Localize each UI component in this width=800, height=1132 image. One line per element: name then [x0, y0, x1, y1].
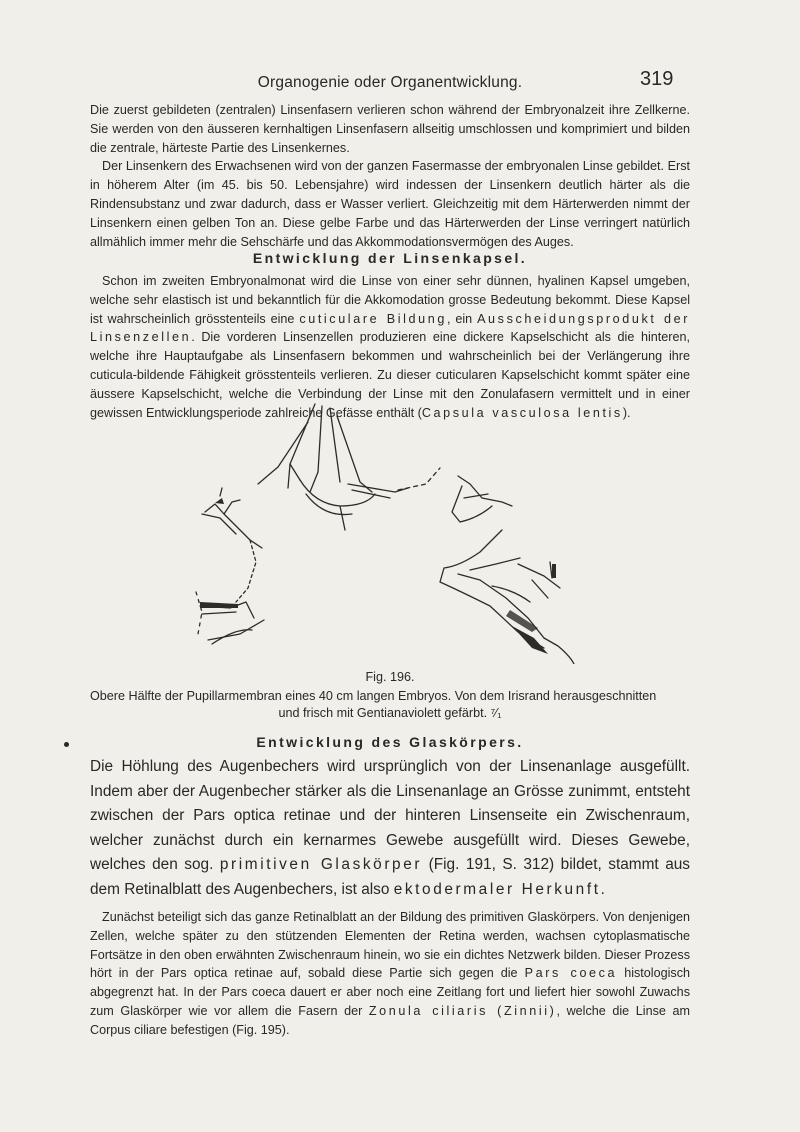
text-run: histologisch abgegrenzt hat. In der Pars coeca dauert er aber noch eine Zeitlang fort und liefert hier sowohl Zuwachs zum Glaskörper wie vor allem die Fasern der	[90, 966, 691, 1018]
section-title-linsenkapsel: Entwicklung der Linsenkapsel.	[252, 250, 528, 266]
magnification-label: ⁷⁄₁	[490, 706, 502, 720]
vitreous-large-paragraph	[90, 755, 690, 902]
page-number: 319	[640, 68, 674, 90]
text-run: ).	[622, 405, 631, 420]
figure-196-illustration	[140, 402, 620, 664]
caption-line-2	[90, 705, 690, 722]
emphasis-primitiven-glaskoerper: primitiven Glaskörper	[219, 856, 423, 873]
section-vitreous-body	[90, 734, 690, 1040]
emphasis-ausscheidungsprodukt: Ausscheidungsprodukt der Linsenzellen	[90, 311, 690, 345]
emphasis-ektodermaler-herkunft: ektodermaler Herkunft	[393, 880, 601, 898]
text-run: Zunächst beteiligt sich das ganze Retinalblatt an der Bildung des primitiven Glaskörpers. Von denjenigen Zellen, welche später zu den stützenden Elementen der Retina werden, wachsen cytoplasmatische Fortsätze in den oben erwähnten Zwischenraum hinein, wo sie ein dichtes Netzwerk bilden. Dieser Prozess hört in der Pars optica retinae auf, sobald diese Partie sich gegen die	[90, 910, 690, 981]
figure-caption	[90, 668, 690, 722]
lens-capsule-paragraph	[90, 272, 690, 422]
caption-line-1: Obere Hälfte der Pupillarmembran eines 40 cm langen Embryos. Von dem Irisrand herausgeschnitten	[90, 689, 657, 703]
text-run: Die Höhlung des Augenbechers wird ursprünglich von der Linsenanlage ausgefüllt. Indem aber der Augenbecher stärker als die Linsenanlage an Grösse zunimmt, entsteht zwischen der Pars optica retinae und der hinteren Linsenseite ein Zwischenraum, welcher zunächst durch ein kernarmes Gewebe ausgefüllt wird. Dieses Gewebe, welches den sog.	[90, 758, 690, 873]
margin-dot	[64, 742, 69, 747]
section-title-glaskoerper: Entwicklung des Glaskörpers.	[256, 734, 524, 750]
emphasis-pars-coeca: Pars coeca	[524, 966, 618, 981]
text-run: , ein	[446, 311, 478, 326]
vitreous-small-paragraph	[90, 908, 690, 1040]
running-header: Organogenie oder Organentwicklung.	[257, 74, 523, 91]
text-run: (Fig. 191, S. 312) bildet, stammt aus dem Retinalblatt des Augenbechers, ist also	[90, 856, 691, 898]
caption-text: und frisch mit Gentianaviolett gefärbt.	[278, 706, 488, 720]
intro-block	[90, 101, 690, 251]
large-text-block	[90, 755, 690, 902]
text-run: , welche die Linse am Corpus ciliare befestigen (Fig. 195).	[90, 1003, 690, 1037]
text-run: Schon im zweiten Embryonalmonat wird die Linse von einer sehr dünnen, hyalinen Kapsel umgeben, welche sehr elastisch ist und bekanntlich für die Akkomodation grosse Bedeutung bekommt. Diese Kapsel ist wahrscheinlich grösstenteils eine	[90, 274, 690, 326]
section-lens-capsule	[90, 250, 690, 422]
text-run: .	[600, 880, 605, 898]
intro-paragraph-2: Der Linsenkern des Erwachsenen wird von der ganzen Fasermasse der embryonalen Linse gebildet. Erst in höherem Alter (im 45. bis 50. Lebensjahre) wird indessen der Linsenkern deutlich härter als die Rindensubstanz und zwar dadurch, dass er Wasser verliert. Gleichzeitig mit dem Härterwerden nimmt der Linsenkern einen gelben Ton an. Diese gelbe Farbe und das Härterwerden der Linse verringert natürlich allmählich immer mehr die Sehschärfe und das Akkommodationsvermögen des Auges.	[90, 159, 690, 249]
emphasis-capsula-vasculosa: Capsula vasculosa lentis	[421, 405, 623, 420]
intro-paragraph-1: Die zuerst gebildeten (zentralen) Linsenfasern verlieren schon während der Embryonalzeit ihre Zellkerne. Sie werden von den äusseren kernhaltigen Linsenfasern allseitig umschlossen und komprimiert und bilden die zentrale, härteste Partie des Linsenkernes.	[90, 103, 690, 155]
emphasis-cuticulare-bildung: cuticulare Bildung	[299, 311, 447, 326]
emphasis-zonula-ciliaris: Zonula ciliaris (Zinnii)	[368, 1003, 557, 1018]
figure-number: Fig. 196.	[365, 670, 415, 684]
text-run: . Die vorderen Linsenzellen produzieren eine dickere Kapselschicht als die hinteren, welche ihre Hauptaufgabe als Linsenfasern bekommen und wahrscheinlich bei der Verlängerung ihre cuticula-bildende Fähigkeit grösstenteils verlieren. Zu dieser cuticularen Kapselschicht kommt später eine äussere Kapselschicht, welche die Verbindung der Linse mit den Zonulafasern vermittelt und in einer gewissen Entwicklungsperiode zahlreiche Gefässe enthält (	[90, 330, 690, 420]
